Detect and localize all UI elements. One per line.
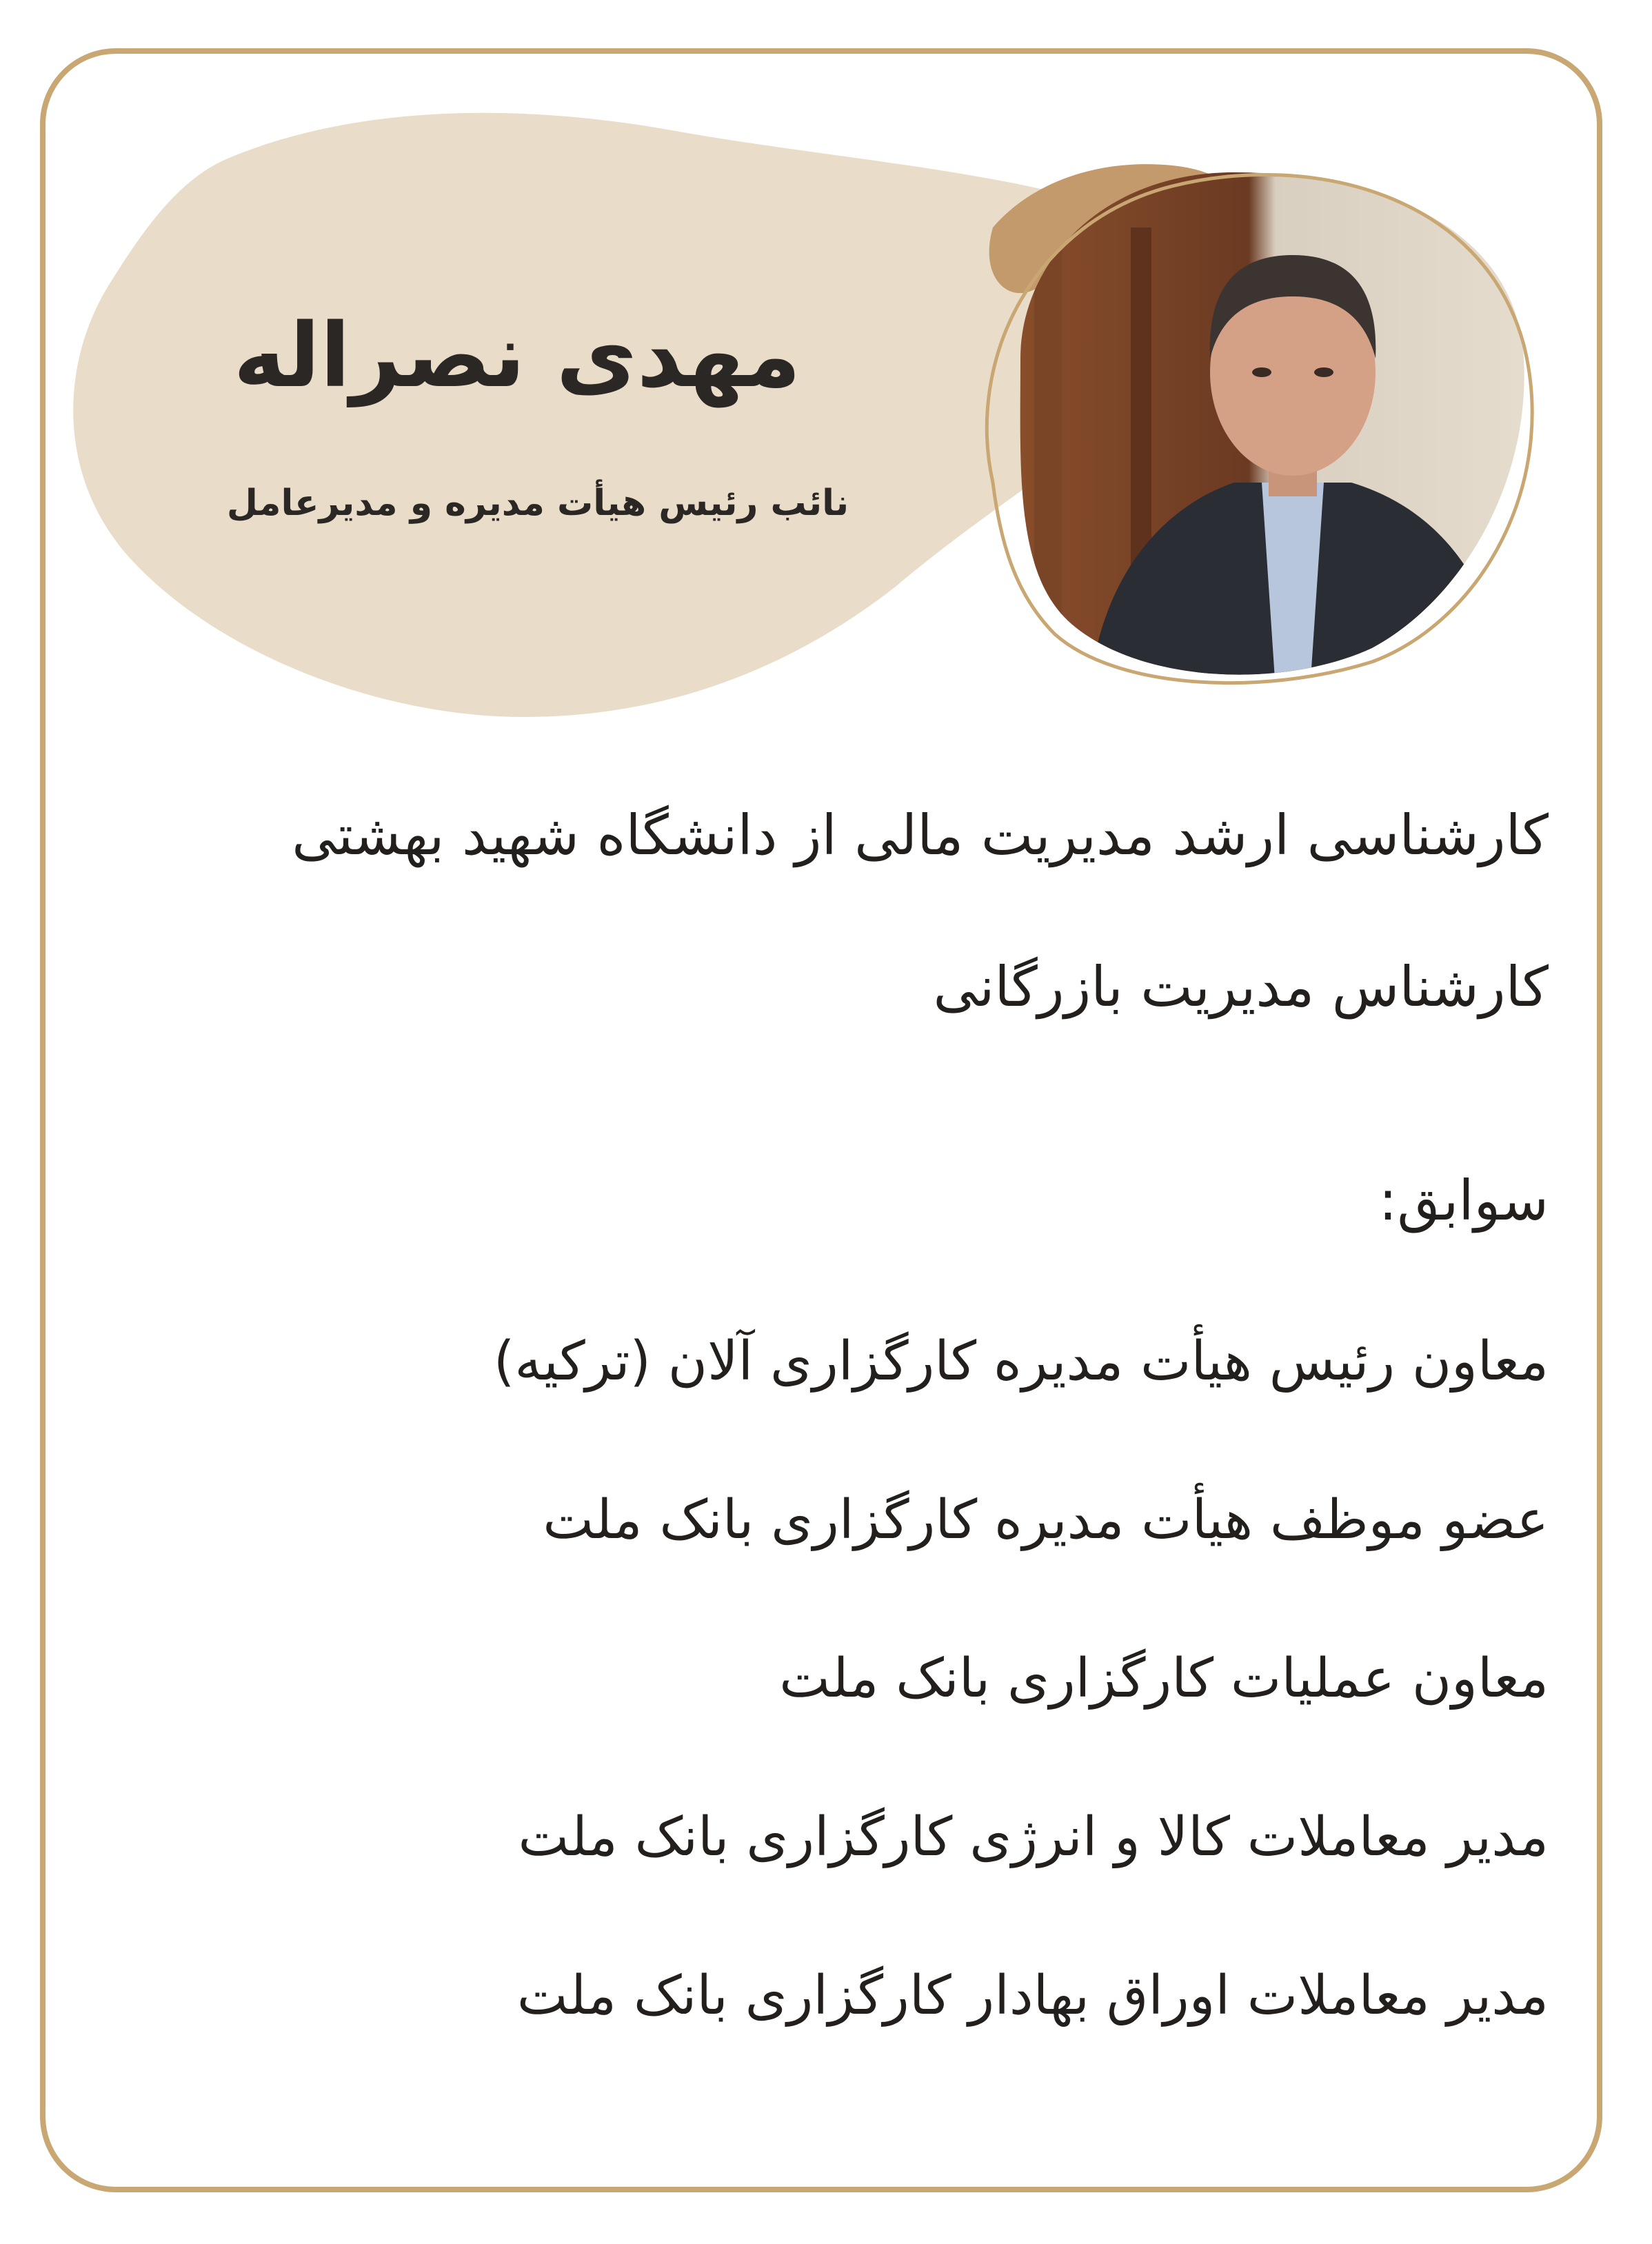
education-line-2: کارشناس مدیریت بازرگانی bbox=[933, 955, 1549, 1019]
person-name: مهدی نصراله bbox=[233, 305, 801, 407]
history-item: عضو موظف هیأت مدیره کارگزاری بانک ملت bbox=[543, 1489, 1549, 1551]
education-line-1: کارشناسی ارشد مدیریت مالی از دانشگاه شهید بهشتی bbox=[292, 803, 1549, 867]
history-item: مدیر معاملات اوراق بهادار کارگزاری بانک ملت bbox=[516, 1965, 1549, 2027]
history-item: معاون رئیس هیأت مدیره کارگزاری آلان (ترکیه) bbox=[493, 1331, 1549, 1393]
person-role: نائب رئیس هیأت مدیره و مدیرعامل bbox=[226, 483, 849, 524]
portrait-photo-icon bbox=[1007, 159, 1544, 696]
history-item: مدیر معاملات کالا و انرژی کارگزاری بانک ملت bbox=[518, 1806, 1549, 1868]
history-item: معاون عملیات کارگزاری بانک ملت bbox=[779, 1648, 1549, 1710]
history-title: سوابق: bbox=[1378, 1169, 1549, 1233]
